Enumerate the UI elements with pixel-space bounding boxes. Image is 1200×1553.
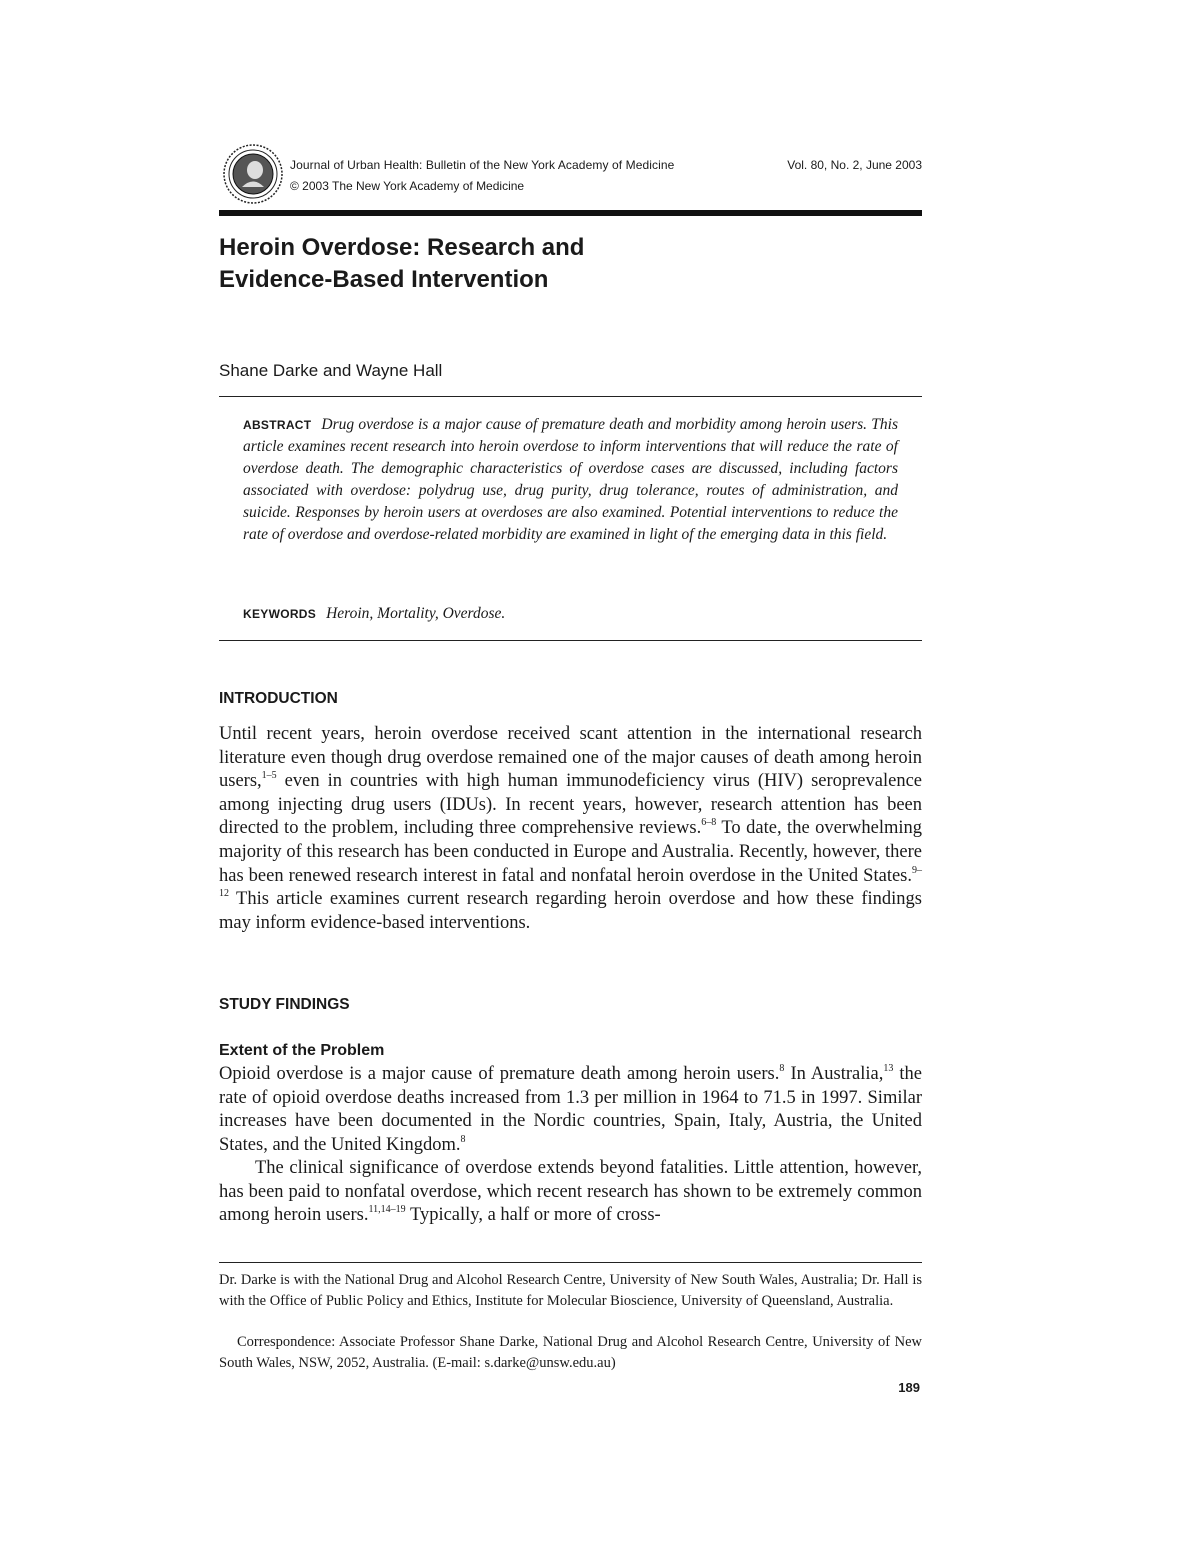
author-list: Shane Darke and Wayne Hall [219,361,443,380]
title-line-2: Evidence-Based Intervention [219,266,549,293]
copyright-notice: © 2003 The New York Academy of Medicine [290,179,525,193]
volume-info: Vol. 80, No. 2, June 2003 [787,158,922,172]
page-number: 189 [898,1380,920,1395]
keywords-text: Heroin, Mortality, Overdose. [326,605,506,622]
header-rule [219,210,922,216]
keywords [243,605,505,623]
study-findings-heading: STUDY FINDINGS [219,996,350,1013]
academy-seal-icon [222,143,284,205]
citation: 8 [460,1133,466,1145]
citation: 8 [779,1063,785,1074]
introduction-paragraph: Until recent years, heroin overdose received scant attention in the international research literature even though drug overdose remained one of the major causes of death among heroin users,$^{1-5}$ even in countries with high human immunodeficiency virus (HIV) seroprevalence among injecting drug users (IDUs). In recent years, however, research attention has been directed to the problem, including three comprehensive reviews.$^{6-8}$ To date, the overwhelming majority of this research has been conducted in Europe and Australia. Recently, however, there has been renewed research interest in fatal and nonfatal heroin overdose in the United States.$^{9-12}$ This article examines current research regarding heroin overdose and how these findings may inform evidence-based interventions. [219,724,922,933]
introduction-heading: INTRODUCTION [219,690,338,707]
abstract-text: Drug overdose is a major cause of premature death and morbidity among heroin users. This article examines recent research into heroin overdose to inform interventions that will reduce the rate of overdose death. The demographic characteristics of overdose cases are discussed, including factors associated with overdose: polydrug use, drug purity, drug tolerance, routes of administration, and suicide. Responses by heroin users at overdoses are also examined. Potential interventions to reduce the rate of overdose and overdose-related morbidity are examined in light of the emerging data in this field. [243,416,898,543]
article-title [219,232,919,296]
citation: 11,14–19 [368,1204,406,1216]
footnote-rule [219,1262,922,1263]
abstract-label: ABSTRACT [243,418,312,432]
journal-header [222,140,922,206]
citation: 6–8 [701,817,717,829]
citation: 9–12 [219,864,922,900]
correspondence-footnote: Correspondence: Associate Professor Shane Darke, National Drug and Alcohol Research Centre, University of New South Wales, NSW, 2052, Australia. (E-mail: s.darke@unsw.edu.au) [219,1334,922,1371]
findings-paragraph-2: The clinical significance of overdose extends beyond fatalities. Little attention, however, has been paid to nonfatal overdose, which recent research has shown to be extremely common among heroin users.$^{11,14-19}$ Typically, a half or more of cross- [219,1158,922,1226]
abstract-top-rule [219,396,922,397]
author-affiliation-footnote: Dr. Darke is with the National Drug and Alcohol Research Centre, University of New South Wales, Australia; Dr. Hall is with the Office of Public Policy and Ethics, Institute for Molecular Bioscience, University of Queensland, Australia. [219,1272,922,1309]
citation: 13 [883,1063,894,1074]
abstract [243,414,898,546]
extent-of-problem-heading: Extent of the Problem [219,1042,385,1059]
keywords-label: KEYWORDS [243,607,317,621]
journal-name: Journal of Urban Health: Bulletin of the New York Academy of Medicine [290,158,675,172]
findings-paragraph-1: Opioid overdose is a major cause of premature death among heroin users.$^8$ In Australia,$^{13}$ the rate of opioid overdose deaths increased from 1.3 per million in 1964 to 71.5 in 1997. Similar increases have been documented in the Nordic countries, Spain, Italy, Austria, the United States, and the United Kingdom.$^8$ [219,1063,922,1155]
title-line-1: Heroin Overdose: Research and [219,234,585,261]
abstract-bottom-rule [219,640,922,641]
citation: 1–5 [261,770,277,782]
